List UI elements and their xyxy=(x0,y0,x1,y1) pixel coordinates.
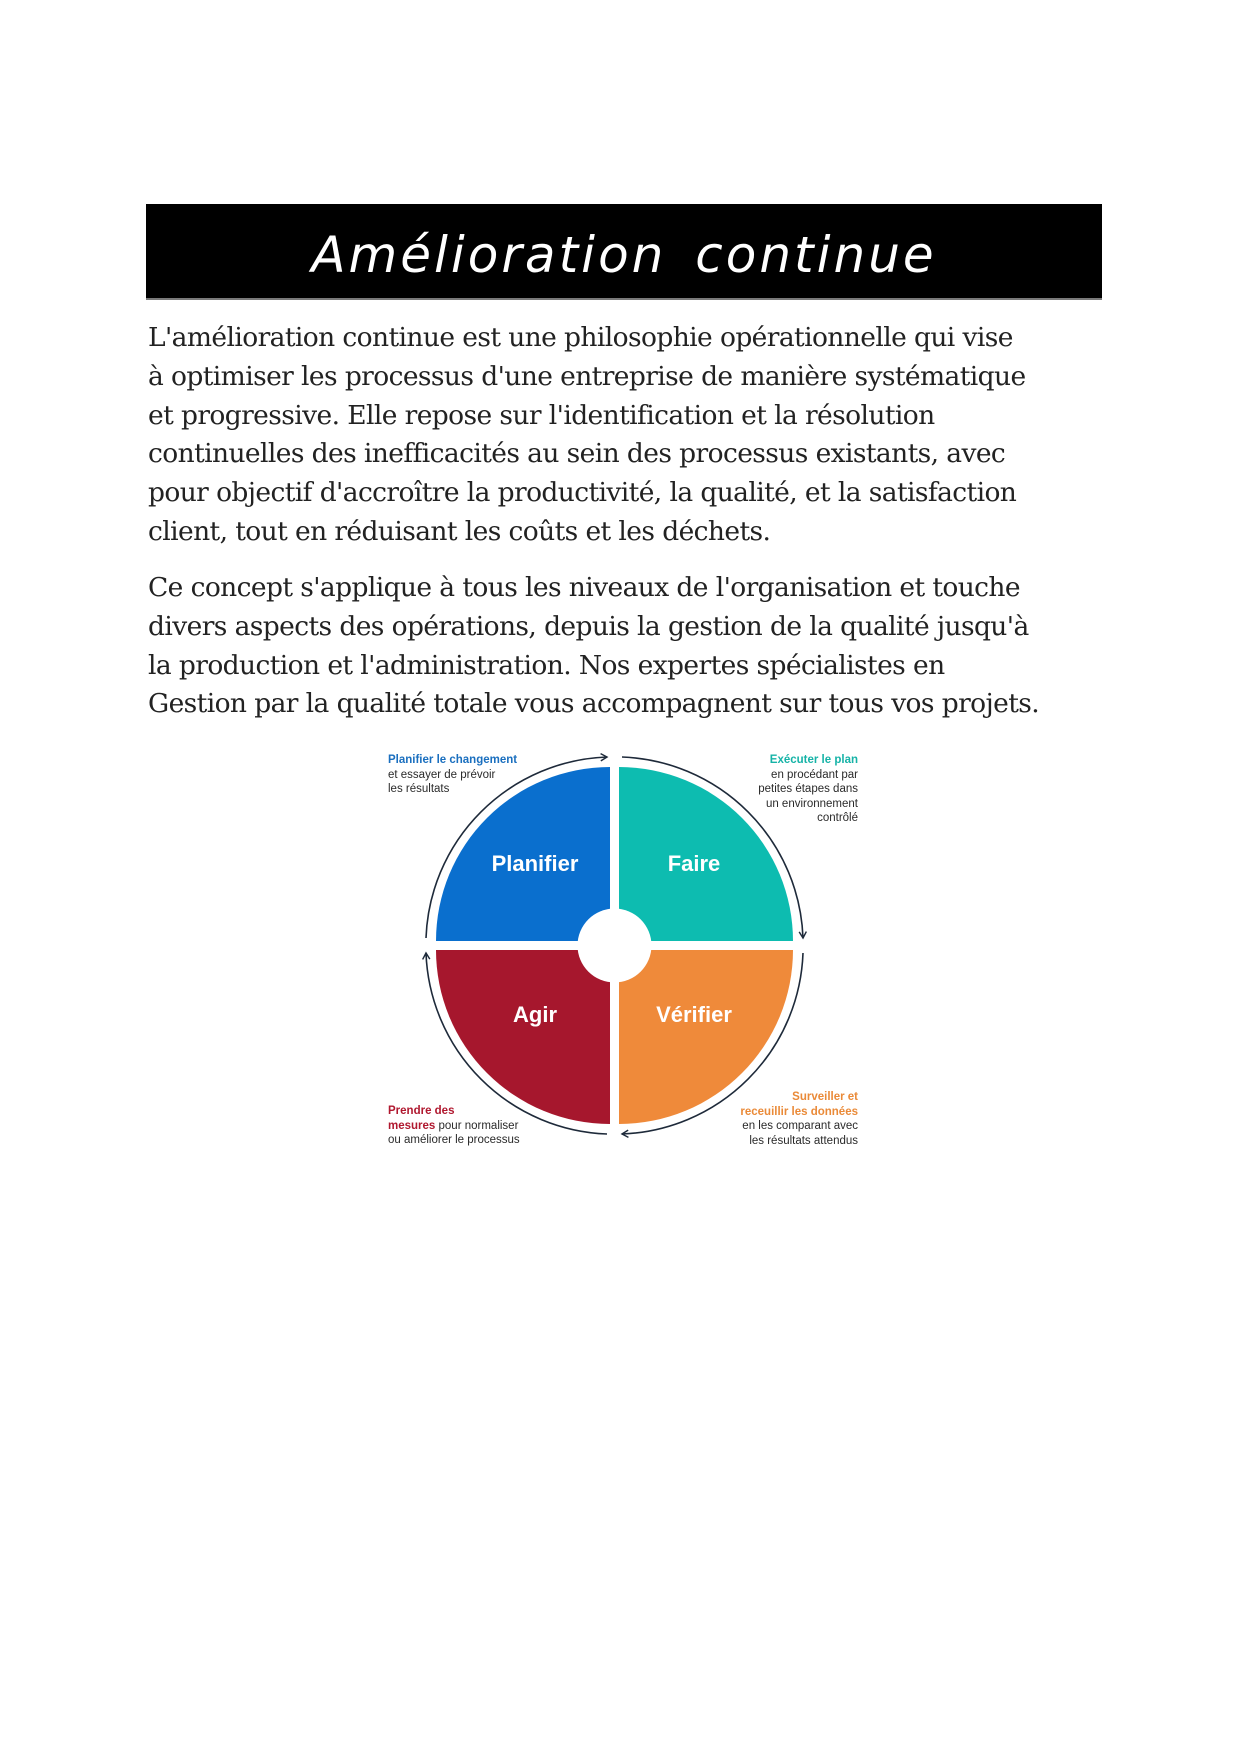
note-line: et essayer de prévoir xyxy=(388,768,496,781)
text-line: la production et l'administration. Nos expertes spécialistes en xyxy=(148,649,945,681)
note-faire xyxy=(758,753,858,826)
center-hole xyxy=(578,909,652,983)
note-verifier xyxy=(740,1090,858,1148)
note-line: les résultats xyxy=(388,783,450,796)
note-heading: Planifier le changement xyxy=(388,754,518,766)
note-line: ou améliorer le processus xyxy=(388,1134,520,1147)
note-heading: Prendre des xyxy=(388,1105,455,1117)
text-line: client, tout en réduisant les coûts et les déchets. xyxy=(148,515,771,547)
note-line: petites étapes dans xyxy=(758,783,858,796)
note-agir xyxy=(388,1104,520,1148)
note-heading: mesures xyxy=(388,1119,436,1132)
text-line: Ce concept s'applique à tous les niveaux de l'organisation et touche xyxy=(148,572,1020,603)
text-line: L'amélioration continue est une philosophie opérationnelle qui vise xyxy=(148,322,1013,353)
text-line: Gestion par la qualité totale vous accompagnent sur tous vos projets. xyxy=(148,688,1040,720)
text-line: continuelles des inefficacités au sein des processus existants, avec xyxy=(148,438,1006,470)
quadrant-agir xyxy=(436,950,610,1124)
text-line: à optimiser les processus d'une entreprise de manière systématique xyxy=(148,360,1026,392)
label-planifier: Planifier xyxy=(491,851,579,876)
note-line: contrôlé xyxy=(817,812,858,825)
text-line: pour objectif d'accroître la productivité, la qualité, et la satisfaction xyxy=(148,477,1017,509)
page-title: Amélioration continue xyxy=(311,226,937,284)
note-heading: Surveiller et xyxy=(792,1091,858,1103)
note-line: pour normaliser xyxy=(435,1119,519,1132)
label-agir: Agir xyxy=(513,1002,557,1027)
label-faire: Faire xyxy=(667,851,721,876)
note-planifier xyxy=(388,753,517,797)
label-verifier: Vérifier xyxy=(656,1002,732,1027)
text-line: divers aspects des opérations, depuis la gestion de la qualité jusqu'à xyxy=(148,610,1029,642)
note-line: en procédant par xyxy=(771,768,858,781)
note-heading: Exécuter le plan xyxy=(769,754,858,766)
note-line: les résultats attendus xyxy=(749,1134,858,1147)
note-line: en les comparant avec xyxy=(742,1120,858,1133)
text-line: et progressive. Elle repose sur l'identification et la résolution xyxy=(148,399,935,431)
note-heading: receuillir les données xyxy=(740,1105,858,1118)
note-line: un environnement xyxy=(765,797,858,810)
